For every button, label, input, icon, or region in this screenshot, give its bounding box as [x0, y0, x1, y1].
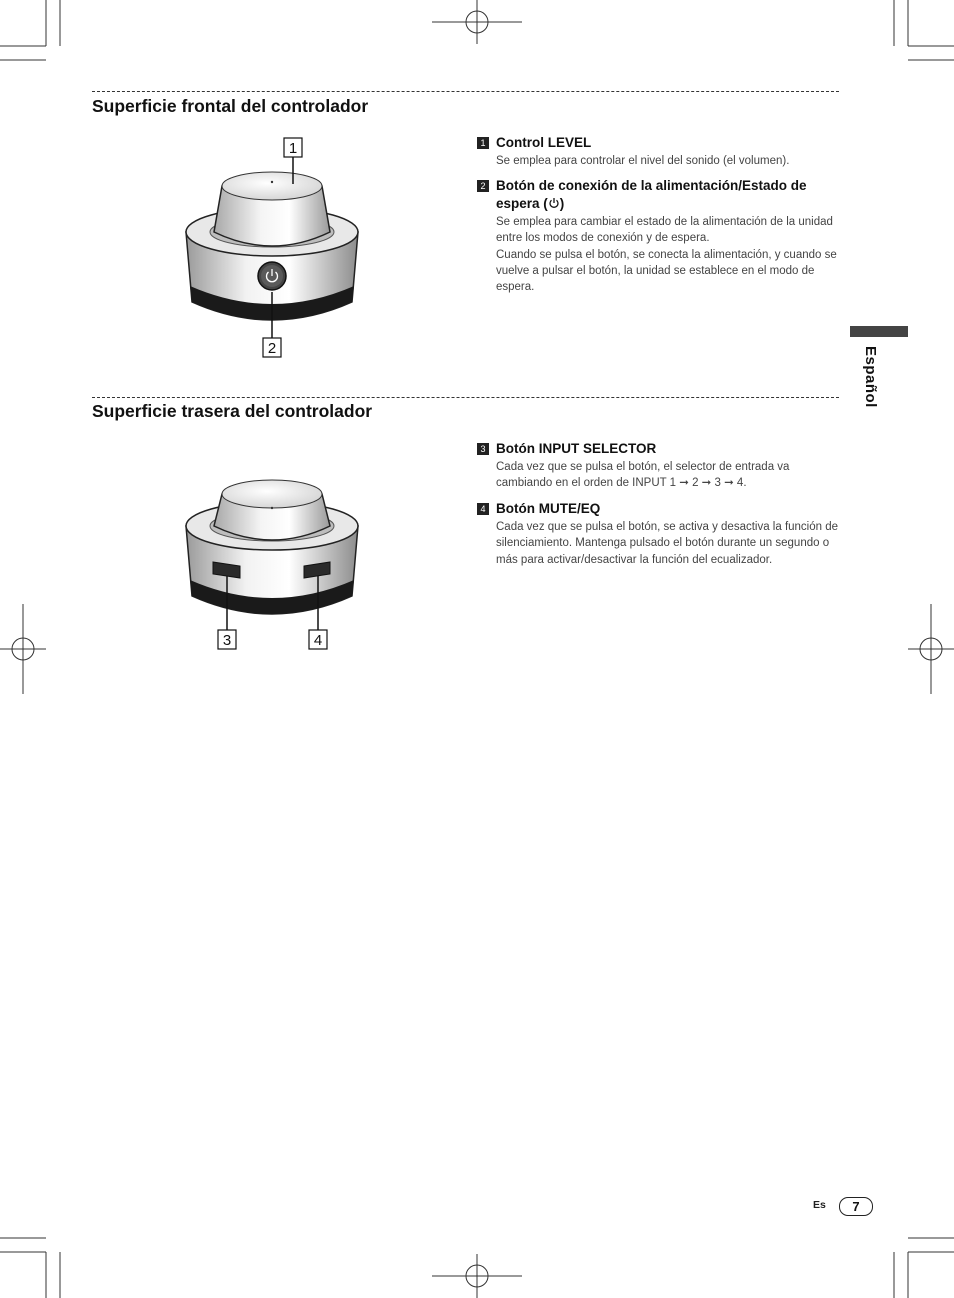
svg-text:3: 3 [222, 632, 232, 649]
section-title-front: Superficie frontal del controlador [92, 96, 369, 116]
item-desc-line: Se emplea para cambiar el estado de la alimentación de la unidad entre los modos de conexión y de espera. [496, 216, 833, 245]
item-number: 2 [477, 180, 489, 192]
power-icon [548, 197, 560, 209]
item-power-standby [477, 177, 842, 295]
item-number: 4 [477, 503, 489, 515]
footer-language-code: Es [813, 1199, 826, 1211]
section-title-rear: Superficie trasera del controlador [92, 401, 373, 421]
item-title: Botón de conexión de la alimentación/Estado de espera ( [496, 178, 807, 211]
svg-text:4: 4 [313, 632, 323, 649]
callout-3 [218, 630, 236, 649]
item-title: Control LEVEL [496, 135, 592, 150]
item-number: 1 [477, 137, 489, 149]
callout-1 [284, 138, 302, 157]
section-divider [92, 397, 839, 398]
item-desc-line: Se emplea para controlar el nivel del sonido (el volumen). [496, 155, 790, 167]
language-tab-label: Español [862, 346, 879, 408]
power-button [258, 262, 286, 290]
item-number: 3 [477, 443, 489, 455]
callout-2 [263, 338, 281, 357]
item-level-control [477, 134, 842, 169]
item-desc-line: Cada vez que se pulsa el botón, se activa y desactiva la función de silenciamiento. Mantenga pulsado el botón durante un segundo o más para activar/desactivar la función del ecualizador. [496, 521, 839, 566]
callout-4 [309, 630, 327, 649]
page-number: 7 [839, 1197, 873, 1216]
level-knob [214, 172, 330, 246]
item-title-end: ) [559, 196, 565, 211]
level-knob [214, 480, 330, 540]
item-input-selector [477, 440, 842, 492]
rear-controller-illustration [180, 476, 370, 654]
item-title: Botón MUTE/EQ [496, 501, 601, 516]
item-desc-line: Cuando se pulsa el botón, se conecta la alimentación, y cuando se vuelve a pulsar el botón, la unidad se establece en el modo de espera. [496, 248, 837, 294]
svg-text:1: 1 [288, 140, 298, 157]
language-tab-bar [850, 326, 908, 337]
item-desc-line: Cada vez que se pulsa el botón, el selector de entrada va cambiando en el orden de INPUT 1 ➞ 2 ➞ 3 ➞ 4. [496, 461, 790, 490]
item-mute-eq [477, 500, 842, 568]
front-controller-illustration [180, 136, 370, 362]
section-divider [92, 91, 839, 92]
item-title: Botón INPUT SELECTOR [496, 441, 657, 456]
svg-text:2: 2 [267, 340, 277, 357]
